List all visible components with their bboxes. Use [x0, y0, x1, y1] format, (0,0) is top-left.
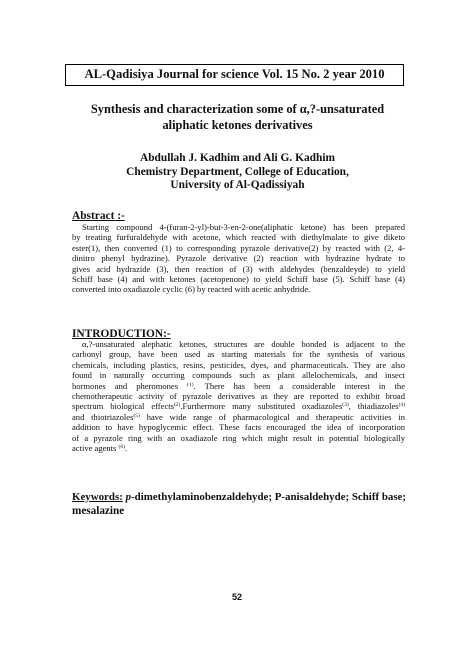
title-line: Synthesis and characterization some of α,?-unsaturated	[90, 102, 385, 116]
abstract-line: dinitro phenyl hydrazine). Pyrazole derivative (2) reaction with hydrazine hydrate to	[72, 253, 405, 264]
keywords-label: Keywords:	[72, 491, 123, 503]
intro-line: addition to have hypoglycemic effect. These facts encouraged the idea of incorporation	[72, 422, 405, 433]
intro-line: chemicals, including plastics, resins, pesticides, dyes, and pharmaceuticals. They are also	[72, 359, 405, 370]
abstract-line: Starting compound 4-(furan-2-yl)-but-3-en-2-one(aliphatic ketone) has been prepared	[82, 222, 405, 232]
citation-ref: (6)	[118, 444, 125, 451]
intro-line	[72, 443, 405, 453]
journal-header: AL-Qadisiya Journal for science Vol. 15 No. 2 year 2010	[65, 64, 404, 86]
intro-line: α,?-unsaturated alephatic ketones, structures are double bonded is adjacent to the	[82, 339, 405, 349]
affiliation-line: University of Al-Qadissiyah	[170, 179, 305, 191]
abstract-line: ester(1), then converted (1) to corresponding pyrazole derivative(2) by reacted with (2, 4-	[72, 242, 405, 253]
affiliation-line: Chemistry Department, College of Education,	[126, 165, 349, 178]
abstract-line: Schiff base (4) and with ketones (acetopenone) to yield Schiff base (5). Schiff base (4)	[72, 274, 405, 285]
citation-ref: (1)	[187, 381, 194, 388]
intro-line	[72, 412, 405, 422]
introduction-heading: INTRODUCTION:-	[72, 328, 171, 340]
intro-text-run: , thiadiazoles	[348, 401, 399, 412]
intro-text-run: spectrum biological effects	[72, 401, 174, 412]
intro-line	[72, 381, 405, 391]
intro-line	[72, 401, 405, 411]
abstract-line: by treating furfuraldehyde with acetone, which reacted with diethylmalate to give diketo	[72, 232, 405, 243]
intro-text-run: have wide range of pharmacological and therapeutic activities in	[139, 411, 405, 422]
author-names: Abdullah J. Kadhim and Ali G. Kadhim	[140, 152, 335, 164]
abstract-line: gives acid hydrazide (3), then reaction of (3) with aldehydes (benzaldeyde) to yield	[72, 263, 405, 274]
citation-ref: (5)	[133, 412, 140, 419]
intro-text-run: and thiotriazoles	[72, 411, 134, 422]
page-number: 52	[231, 592, 242, 602]
keywords-line	[72, 491, 408, 505]
intro-text-run: .Furthermore many substituted oxadiazoles	[180, 401, 343, 412]
abstract-line: converted into oxadiazole cyclic (6) by reacted with acetic anhydride.	[72, 284, 311, 295]
intro-line: chemotherapeutic activity of pyrazole derivatives as they are reported to exhibit broad	[72, 391, 405, 402]
intro-line: found in naturally occurring compounds such as plant allelochemicals, and insect	[72, 370, 405, 381]
keywords-block	[72, 491, 408, 518]
intro-text-run: .	[124, 443, 128, 454]
abstract-heading: Abstract :-	[72, 210, 125, 222]
keywords-line: mesalazine	[72, 504, 125, 517]
intro-line: carbonyl group, have been used as starting materials for the synthesis of various	[72, 349, 405, 360]
citation-ref: (4)	[398, 402, 405, 409]
author-block	[60, 152, 415, 193]
paper-title	[60, 101, 415, 133]
introduction-text	[72, 339, 405, 453]
intro-text-run: . There has been a considerable interest in the	[193, 380, 405, 391]
citation-ref: (2)	[173, 402, 181, 409]
abstract-text	[72, 222, 405, 295]
intro-line: of a pyrazole ring with an oxadiazole ring which might result in potential biologically	[72, 432, 405, 443]
keywords-text: p-dimethylaminobenzaldehyde; P-anisaldehyde; Schiff base;	[125, 491, 407, 503]
intro-text-run: hormones and pheromones	[72, 380, 188, 391]
title-line: aliphatic ketones derivatives	[162, 118, 313, 132]
citation-ref: (3)	[342, 402, 349, 409]
intro-text-run: active agents	[72, 443, 119, 454]
